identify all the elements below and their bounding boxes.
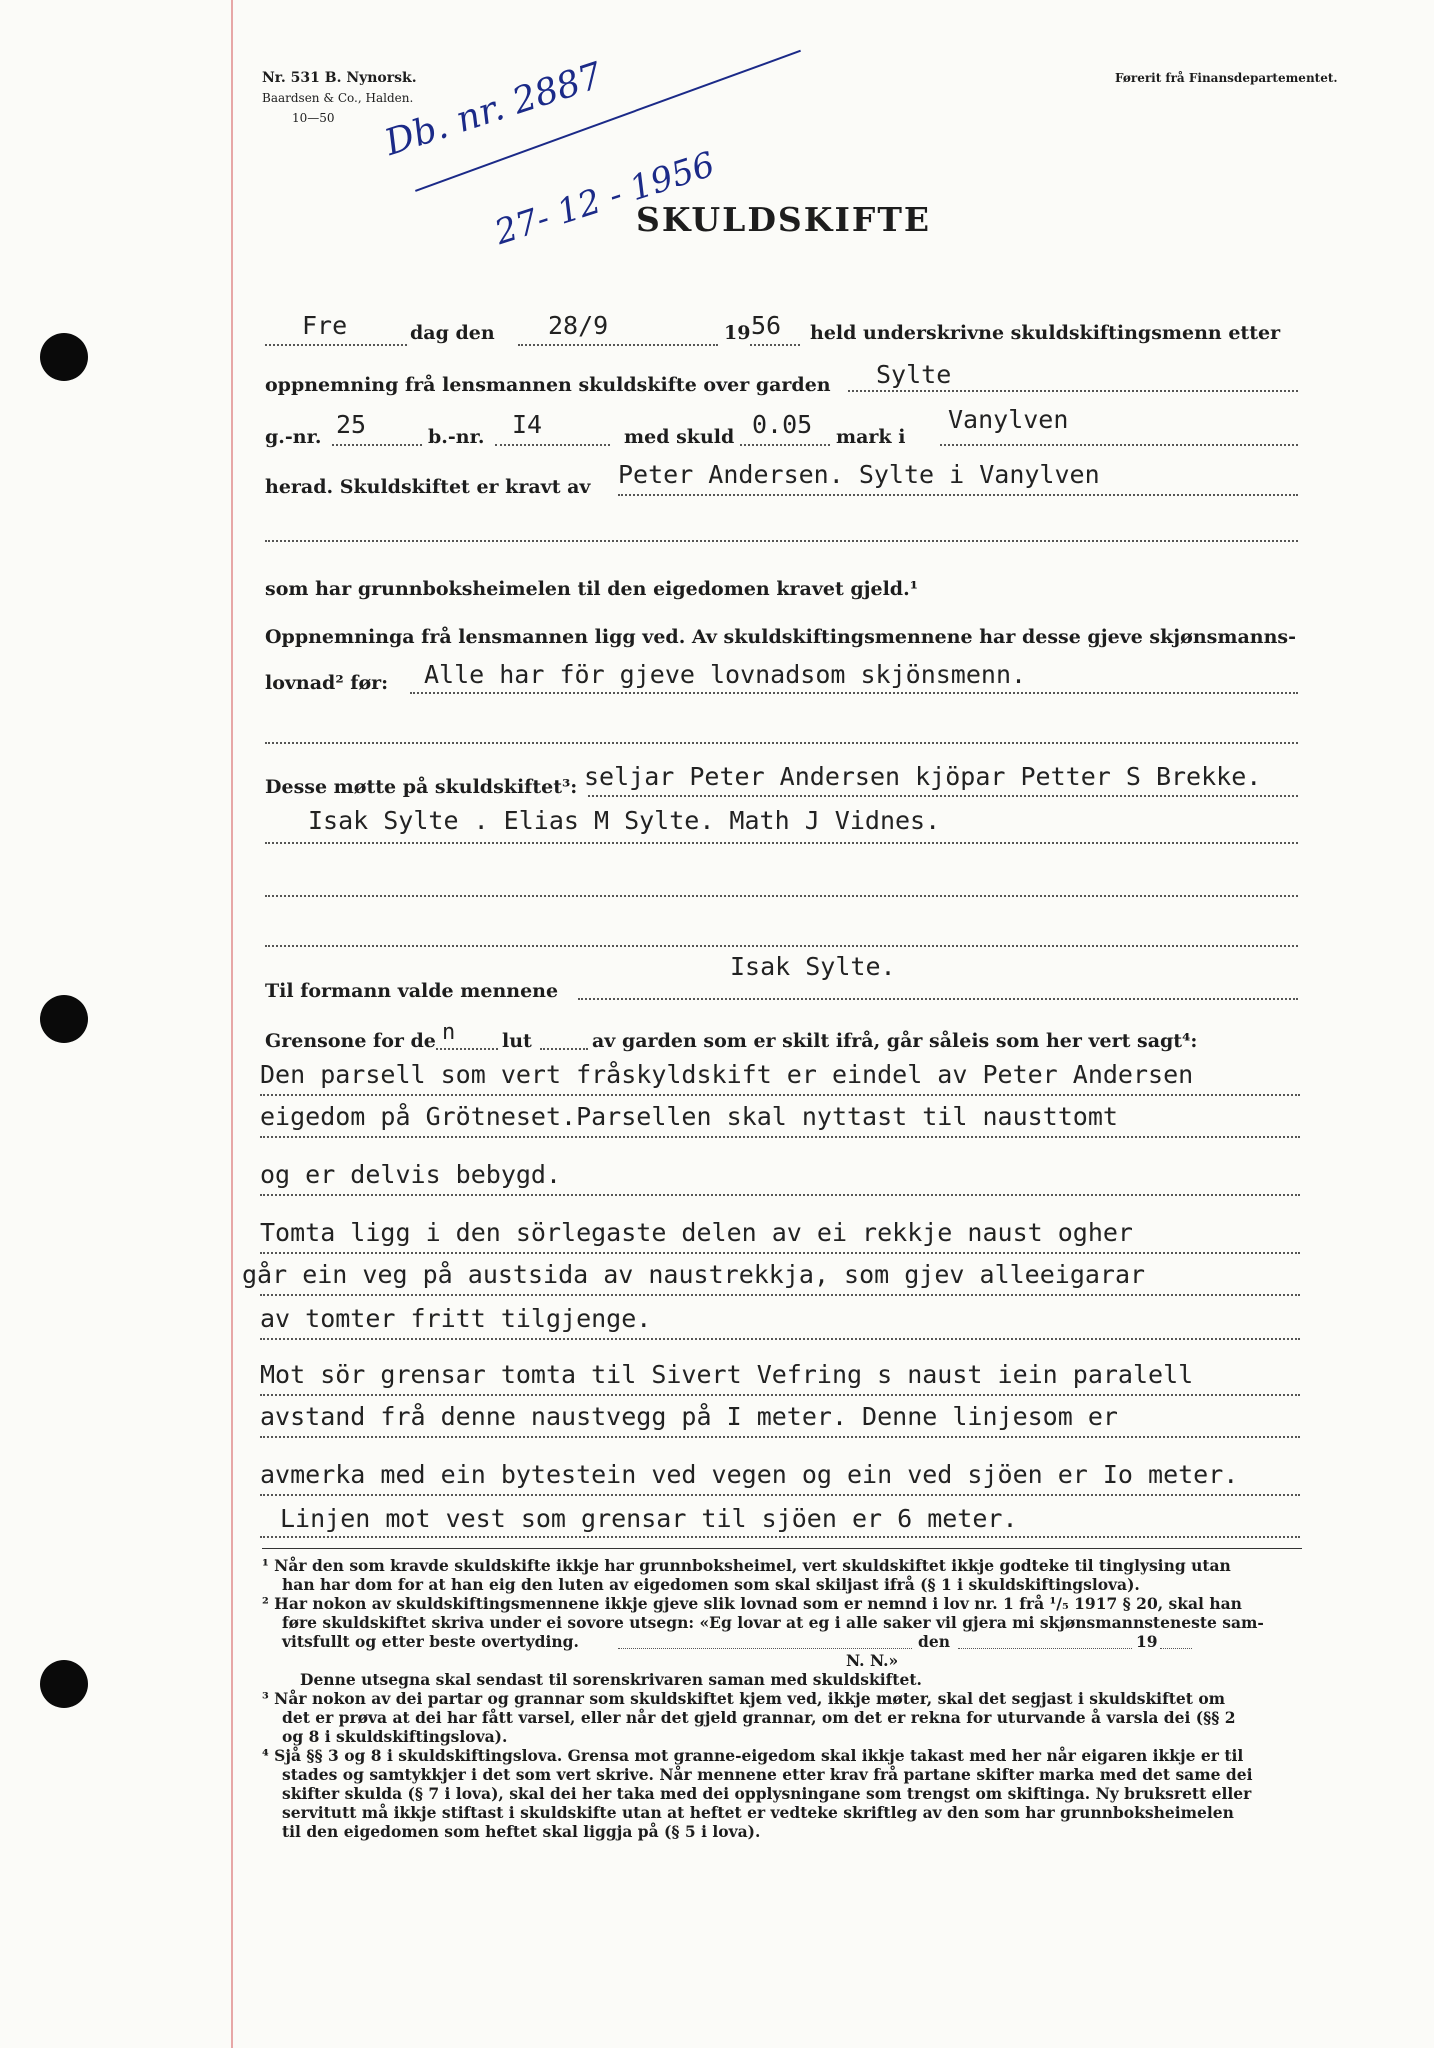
boundary-line: går ein veg på austsida av naustrekkja, som gjev alleeigarar bbox=[242, 1260, 1146, 1289]
date-value: 28/9 bbox=[548, 311, 609, 340]
oath-value: Alle har för gjeve lovnadsom skjönsmenn. bbox=[424, 660, 1027, 689]
attendees-value-1: seljar Peter Andersen kjöpar Petter S Brekke. bbox=[584, 762, 1262, 791]
footnote-1: ¹ Når den som kravde skuldskifte ikkje har grunnboksheimel, vert skuldskiftet ikkje godteke til tinglysing utan bbox=[262, 1556, 1231, 1575]
label-lut: lut bbox=[502, 1030, 532, 1052]
margin-line bbox=[231, 0, 233, 2048]
label-skuld: med skuld bbox=[624, 426, 735, 448]
chairman-value: Isak Sylte. bbox=[730, 952, 896, 981]
bnr-value: I4 bbox=[512, 410, 543, 439]
footnote-2-sign-a: vitsfullt og etter beste overtyding. bbox=[282, 1632, 579, 1651]
label-attendees: Desse møtte på skuldskiftet³: bbox=[265, 776, 578, 798]
boundary-line: avmerka med ein bytestein ved vegen og ein ved sjöen er Io meter. bbox=[260, 1460, 1239, 1489]
lut-prefix-value: n bbox=[442, 1020, 456, 1045]
footnote-divider bbox=[262, 1548, 1302, 1549]
footnote-2-cont: føre skuldskiftet skriva under ei sovore utsegn: «Eg lovar at eg i alle saker vil gjera mi skjønsmannsteneste sam- bbox=[282, 1613, 1264, 1632]
boundary-line: Tomta ligg i den sörlegaste delen av ei rekkje naust ogher bbox=[260, 1218, 1133, 1247]
footnote-1-cont: han har dom for at han eig den luten av eigedomen som skal skiljast ifrå (§ 1 i skuldskiftingslova). bbox=[282, 1575, 1140, 1594]
year-value: 56 bbox=[751, 311, 782, 340]
label-century: 19 bbox=[724, 322, 751, 344]
label-boundary-end: av garden som er skilt ifrå, går såleis som her vert sagt⁴: bbox=[592, 1030, 1198, 1052]
label-line1-end: held underskrivne skuldskiftingsmenn etter bbox=[810, 322, 1281, 344]
footnote-3-cont: det er prøva at dei har fått varsel, eller når det gjeld grannar, om det er rekna for uturvande å varsla dei (§§ 2 bbox=[282, 1708, 1236, 1727]
footnote-4-cont: skifter skulda (§ 7 i lova), skal dei her taka med dei opplysningane som trengst om skiftinga. Ny bruksrett eller bbox=[282, 1784, 1252, 1803]
weekday-value: Fre bbox=[302, 311, 348, 340]
label-mark: mark i bbox=[836, 426, 906, 448]
requested-by-value: Peter Andersen. Sylte i Vanylven bbox=[618, 460, 1100, 489]
boundary-line: avstand frå denne naustvegg på I meter. Denne linjesom er bbox=[260, 1402, 1118, 1431]
form-number: Nr. 531 B. Nynorsk. bbox=[262, 70, 417, 86]
footnote-3: ³ Når nokon av dei partar og grannar som skuldskiftet kjem ved, ikkje møter, skal det segjast i skuldskiftet om bbox=[262, 1689, 1226, 1708]
label-farm: oppnemning frå lensmannen skuldskifte over garden bbox=[265, 374, 831, 396]
label-boundary: Grensone for de bbox=[265, 1030, 436, 1052]
footnote-4: ⁴ Sjå §§ 3 og 8 i skuldskiftingslova. Grensa mot granne-eigedom skal ikkje takast med her når eigaren ikkje er til bbox=[262, 1746, 1244, 1765]
label-chairman: Til formann valde mennene bbox=[265, 980, 559, 1002]
punch-hole bbox=[40, 995, 88, 1043]
punch-hole bbox=[40, 333, 88, 381]
boundary-line: Den parsell som vert fråskyldskift er eindel av Peter Andersen bbox=[260, 1060, 1194, 1089]
footnote-2-send: Denne utsegna skal sendast til sorenskrivaren saman med skuldskiftet. bbox=[300, 1670, 922, 1689]
footnote-2-sign-b: den bbox=[918, 1632, 950, 1651]
label-bnr: b.-nr. bbox=[428, 426, 485, 448]
boundary-line: av tomter fritt tilgjenge. bbox=[260, 1304, 652, 1333]
registration-date: 27- 12 - 1956 bbox=[490, 144, 720, 254]
label-requested-by: herad. Skuldskiftet er kravt av bbox=[265, 476, 591, 498]
authority-note: Førerit frå Finansdepartementet. bbox=[1115, 71, 1338, 85]
label-oath: lovnad² før: bbox=[265, 672, 389, 694]
print-code: 10—50 bbox=[292, 111, 335, 125]
footnote-2: ² Har nokon av skuldskiftingsmennene ikkje gjeve slik lovnad som er nemnd i lov nr. 1 frå ¹/₅ 1917 § 20, skal han bbox=[262, 1594, 1242, 1613]
boundary-line: eigedom på Grötneset.Parsellen skal nyttast til nausttomt bbox=[260, 1102, 1118, 1131]
footnote-2-nn: N. N.» bbox=[846, 1651, 899, 1670]
footnote-2-sign-c: 19 bbox=[1136, 1632, 1158, 1651]
printer: Baardsen & Co., Halden. bbox=[262, 91, 414, 105]
boundary-line: Mot sör grensar tomta til Sivert Vefring s naust iein paralell bbox=[260, 1360, 1194, 1389]
attendees-value-2: Isak Sylte . Elias M Sylte. Math J Vidnes. bbox=[308, 806, 941, 835]
punch-hole bbox=[40, 1660, 88, 1708]
footnote-4-cont: til den eigedomen som heftet skal liggja på (§ 5 i lova). bbox=[282, 1822, 761, 1841]
registration-number: Db. nr. 2887 bbox=[380, 55, 608, 164]
boundary-line: og er delvis bebygd. bbox=[260, 1160, 562, 1189]
label-gnr: g.-nr. bbox=[265, 426, 322, 448]
label-grunnbok: som har grunnboksheimelen til den eigedomen kravet gjeld.¹ bbox=[265, 578, 919, 600]
footnote-4-cont: stades og samtykkjer i det som vert skrive. Når mennene etter krav frå partane skifter marka med det same dei bbox=[282, 1765, 1253, 1784]
label-day: dag den bbox=[410, 322, 495, 344]
farm-value: Sylte bbox=[876, 360, 952, 389]
footnote-3-cont: og 8 i skuldskiftingslova). bbox=[282, 1727, 508, 1746]
gnr-value: 25 bbox=[336, 410, 367, 439]
boundary-line: Linjen mot vest som grensar til sjöen er 6 meter. bbox=[280, 1504, 1018, 1533]
skuld-value: 0.05 bbox=[752, 410, 813, 439]
label-appointment: Oppnemninga frå lensmannen ligg ved. Av skuldskiftingsmennene har desse gjeve skjønsmanns- bbox=[265, 626, 1296, 648]
municipality-value: Vanylven bbox=[948, 405, 1069, 434]
footnote-4-cont: servitutt må ikkje stiftast i skuldskifte utan at heftet er vedteke skriftleg av den som har grunnboksheimelen bbox=[282, 1803, 1234, 1822]
page-title: SKULDSKIFTE bbox=[636, 200, 932, 239]
